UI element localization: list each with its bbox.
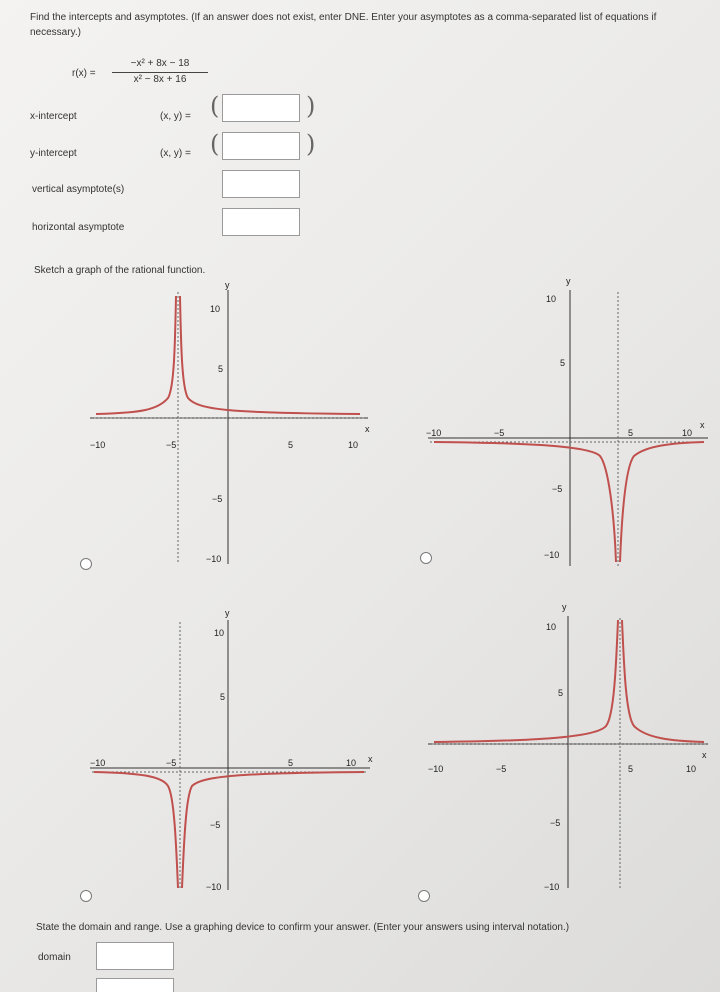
- domain-range-prompt: State the domain and range. Use a graphing device to confirm your answer. (Enter your answers using interval notation.): [36, 922, 570, 933]
- xtick-neg5: −5: [166, 440, 177, 450]
- ytick-neg10: −10: [206, 554, 222, 564]
- xtick-10: 10: [346, 758, 357, 768]
- y-axis-label: y: [225, 280, 230, 290]
- xtick-neg10: −10: [426, 428, 442, 438]
- close-paren: ): [306, 130, 316, 158]
- xtick-5: 5: [288, 440, 294, 450]
- function-name: r(x) =: [72, 68, 96, 79]
- vertical-asymptote-input[interactable]: [222, 170, 300, 198]
- curve-left-branch: [434, 620, 618, 742]
- ytick-10: 10: [546, 294, 557, 304]
- curve-left-branch: [96, 296, 176, 414]
- function-denominator: x² − 8x + 16: [133, 74, 187, 85]
- sketch-prompt: Sketch a graph of the rational function.: [34, 265, 206, 276]
- ytick-neg5: −5: [210, 820, 221, 830]
- ytick-neg10: −10: [544, 550, 560, 560]
- curve-right-branch: [622, 620, 704, 742]
- xtick-10: 10: [686, 764, 697, 774]
- ytick-neg5: −5: [212, 494, 223, 504]
- fraction-bar: [112, 72, 208, 73]
- xtick-10: 10: [682, 428, 693, 438]
- graph-option-b[interactable]: [420, 270, 710, 570]
- ytick-5: 5: [560, 358, 566, 368]
- xtick-neg10: −10: [90, 758, 106, 768]
- ytick-5: 5: [218, 364, 224, 374]
- vertical-asymptote-label: vertical asymptote(s): [32, 184, 125, 195]
- xtick-10: 10: [348, 440, 359, 450]
- ytick-10: 10: [210, 304, 221, 314]
- curve-right-branch: [180, 296, 360, 414]
- x-intercept-label: x-intercept: [30, 111, 77, 122]
- x-intercept-input[interactable]: [222, 94, 300, 122]
- curve-right-branch: [182, 772, 364, 888]
- range-input[interactable]: [96, 978, 174, 992]
- radio-option-a[interactable]: [80, 558, 92, 570]
- ytick-10: 10: [546, 622, 557, 632]
- y-axis-label: y: [225, 608, 230, 618]
- graph-option-c[interactable]: [80, 600, 380, 892]
- domain-input[interactable]: [96, 942, 174, 970]
- radio-option-d[interactable]: [418, 890, 430, 902]
- function-numerator: −x² + 8x − 18: [130, 58, 190, 69]
- domain-label: domain: [38, 952, 71, 963]
- ytick-neg5: −5: [552, 484, 563, 494]
- xtick-neg5: −5: [494, 428, 505, 438]
- ytick-neg10: −10: [544, 882, 560, 892]
- ytick-5: 5: [558, 688, 564, 698]
- horizontal-asymptote-label: horizontal asymptote: [32, 222, 125, 233]
- radio-option-b[interactable]: [420, 552, 432, 564]
- open-paren: (: [210, 92, 220, 120]
- curve-left-branch: [434, 442, 616, 562]
- x-axis-label: x: [365, 424, 370, 434]
- x-axis-label: x: [702, 750, 707, 760]
- xtick-neg5: −5: [496, 764, 507, 774]
- graph-option-d[interactable]: [420, 598, 710, 892]
- xtick-5: 5: [288, 758, 294, 768]
- y-axis-label: y: [566, 276, 571, 286]
- instructions: Find the intercepts and asymptotes. (If an answer does not exist, enter DNE. Enter your asymptotes as a comma-separated list of equations if necessary.): [30, 12, 657, 38]
- ytick-neg10: −10: [206, 882, 222, 892]
- curve-left-branch: [94, 772, 178, 888]
- y-intercept-prefix: (x, y) =: [160, 148, 191, 159]
- xtick-5: 5: [628, 428, 634, 438]
- x-axis-label: x: [368, 754, 373, 764]
- ytick-neg5: −5: [550, 818, 561, 828]
- horizontal-asymptote-input[interactable]: [222, 208, 300, 236]
- y-intercept-input[interactable]: [222, 132, 300, 160]
- radio-option-c[interactable]: [80, 890, 92, 902]
- curve-right-branch: [620, 442, 704, 562]
- xtick-neg10: −10: [428, 764, 444, 774]
- y-intercept-label: y-intercept: [30, 148, 77, 159]
- xtick-5: 5: [628, 764, 634, 774]
- xtick-neg5: −5: [166, 758, 177, 768]
- graph-option-a[interactable]: [80, 278, 380, 570]
- xtick-neg10: −10: [90, 440, 106, 450]
- y-axis-label: y: [562, 602, 567, 612]
- x-intercept-prefix: (x, y) =: [160, 111, 191, 122]
- x-axis-label: x: [700, 420, 705, 430]
- open-paren: (: [210, 130, 220, 158]
- ytick-10: 10: [214, 628, 225, 638]
- ytick-5: 5: [220, 692, 226, 702]
- close-paren: ): [306, 92, 316, 120]
